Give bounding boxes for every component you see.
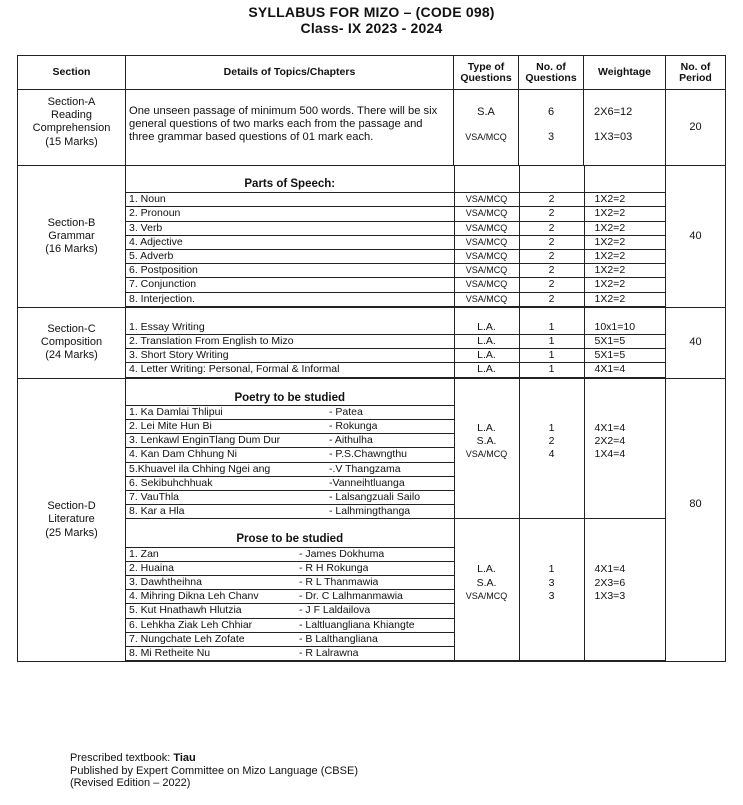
header-section: Section — [18, 56, 126, 90]
prose-title: 3. Dawhtheihna — [129, 576, 202, 589]
grammar-num: 2 — [519, 292, 584, 306]
grammar-item: 7. Conjunction — [126, 278, 454, 292]
header-weightage: Weightage — [584, 56, 666, 90]
composition-num: 1 — [519, 349, 584, 363]
grammar-item: 5. Adverb — [126, 250, 454, 264]
poetry-item — [126, 476, 454, 490]
grammar-type: VSA/MCQ — [454, 264, 519, 278]
prose-author: - R Lalrawna — [299, 647, 359, 660]
footer-publisher: Published by Expert Committee on Mizo Language (CBSE) — [70, 764, 358, 777]
poetry-group-title: Poetry to be studied — [126, 379, 454, 406]
prose-author: - Laltluangliana Khiangte — [299, 618, 415, 631]
prose-title: 8. Mi Retheite Nu — [129, 647, 211, 660]
composition-row — [126, 335, 666, 349]
syllabus-table — [17, 55, 726, 662]
grammar-num: 2 — [519, 193, 584, 207]
composition-type: L.A. — [454, 321, 519, 335]
grammar-row — [126, 193, 666, 207]
composition-type: L.A. — [454, 363, 519, 377]
grammar-type: VSA/MCQ — [454, 221, 519, 235]
section-c-periods: 40 — [666, 307, 726, 378]
poetry-author: - Lalhmingthanga — [329, 505, 411, 518]
grammar-group-title: Parts of Speech: — [126, 166, 454, 193]
grammar-type: VSA/MCQ — [454, 250, 519, 264]
document-title: SYLLABUS FOR MIZO – (CODE 098) — [248, 4, 495, 20]
poetry-item — [126, 448, 454, 462]
poetry-title-row — [126, 379, 666, 406]
grammar-weight: 1X2=2 — [584, 207, 666, 221]
grammar-item: 2. Pronoun — [126, 207, 454, 221]
table-header-row — [18, 56, 726, 90]
grammar-row — [126, 278, 666, 292]
literature-list — [126, 379, 666, 662]
prose-title: 1. Zan — [129, 547, 159, 560]
grammar-row — [126, 221, 666, 235]
prose-item — [126, 576, 454, 590]
poetry-types: L.A. S.A. VSA/MCQ — [454, 379, 519, 519]
composition-num: 1 — [519, 321, 584, 335]
prose-item — [126, 561, 454, 575]
prose-title: 5. Kut Hnathawh Hlutzia — [129, 604, 242, 617]
grammar-list — [126, 166, 666, 307]
prose-group-title: Prose to be studied — [126, 519, 454, 547]
poetry-title: 2. Lei Mite Hun Bi — [129, 420, 212, 433]
section-a-weights: 2X6=12 1X3=03 — [584, 90, 666, 166]
prose-author: - J F Laldailova — [299, 604, 371, 617]
header-no-questions: No. of Questions — [519, 56, 584, 90]
grammar-type: VSA/MCQ — [454, 193, 519, 207]
composition-item: 2. Translation From English to Mizo — [126, 335, 454, 349]
section-c-body — [126, 307, 666, 378]
grammar-num: 2 — [519, 278, 584, 292]
poetry-title: 1. Ka Damlai Thlipui — [129, 405, 223, 418]
section-a-types: S.A VSA/MCQ — [454, 90, 519, 166]
poetry-item — [126, 462, 454, 476]
grammar-item: 4. Adjective — [126, 235, 454, 249]
grammar-row — [126, 250, 666, 264]
poetry-nums: 1 2 4 — [519, 379, 584, 519]
header-type: Type of Questions — [454, 56, 519, 90]
prose-types: L.A. S.A. VSA/MCQ — [454, 519, 519, 661]
grammar-item: 3. Verb — [126, 221, 454, 235]
section-a-details: One unseen passage of minimum 500 words. There will be six general questions of two marks each from the passage and three grammar based questions of 01 mark each. — [126, 90, 454, 166]
composition-row — [126, 321, 666, 335]
composition-weight: 4X1=4 — [584, 363, 666, 377]
prose-item — [126, 604, 454, 618]
composition-weight: 10x1=10 — [584, 321, 666, 335]
grammar-item: 6. Postposition — [126, 264, 454, 278]
composition-list — [126, 308, 666, 378]
grammar-item: 8. Interjection. — [126, 292, 454, 306]
prose-author: - B Lalthangliana — [299, 632, 378, 645]
section-a-row — [18, 90, 726, 166]
prose-author: - R L Thanmawia — [299, 576, 379, 589]
prose-title: 7. Nungchate Leh Zofate — [129, 632, 245, 645]
poetry-title: 3. Lenkawl EnginTlang Dum Dur — [129, 434, 281, 447]
grammar-num: 2 — [519, 207, 584, 221]
poetry-author: - Aithulha — [329, 434, 373, 447]
grammar-type: VSA/MCQ — [454, 235, 519, 249]
grammar-row — [126, 292, 666, 306]
composition-item: 1. Essay Writing — [126, 321, 454, 335]
grammar-weight: 1X2=2 — [584, 264, 666, 278]
prose-title: 4. Mihring Dikna Leh Chanv — [129, 590, 259, 603]
section-a-periods: 20 — [666, 90, 726, 166]
grammar-weight: 1X2=2 — [584, 235, 666, 249]
composition-row — [126, 363, 666, 377]
poetry-item — [126, 405, 454, 419]
header-details: Details of Topics/Chapters — [126, 56, 454, 90]
prose-nums: 1 3 3 — [519, 519, 584, 661]
poetry-author: - Lalsangzuali Sailo — [329, 491, 421, 504]
poetry-weights: 4X1=4 2X2=4 1X4=4 — [584, 379, 666, 519]
grammar-type: VSA/MCQ — [454, 278, 519, 292]
section-b-body — [126, 166, 666, 308]
prose-item — [126, 647, 454, 661]
grammar-weight: 1X2=2 — [584, 250, 666, 264]
prose-item — [126, 618, 454, 632]
composition-item: 3. Short Story Writing — [126, 349, 454, 363]
poetry-item — [126, 434, 454, 448]
composition-num: 1 — [519, 335, 584, 349]
prose-item — [126, 632, 454, 646]
poetry-item — [126, 491, 454, 505]
section-b-name: Section-B Grammar (16 Marks) — [18, 166, 126, 308]
grammar-weight: 1X2=2 — [584, 278, 666, 292]
grammar-row — [126, 264, 666, 278]
composition-type: L.A. — [454, 335, 519, 349]
grammar-num: 2 — [519, 250, 584, 264]
composition-type: L.A. — [454, 349, 519, 363]
section-b-row — [18, 166, 726, 308]
footer-textbook-name: Tiau — [173, 752, 196, 764]
prose-title-row — [126, 519, 666, 547]
section-b-periods: 40 — [666, 166, 726, 308]
prose-author: - R H Rokunga — [299, 561, 369, 574]
poetry-title: 7. VauThla — [129, 491, 180, 504]
poetry-title: 4. Kan Dam Chhung Ni — [129, 448, 237, 461]
footer-edition: (Revised Edition – 2022) — [70, 777, 191, 789]
grammar-type: VSA/MCQ — [454, 292, 519, 306]
grammar-weight: 1X2=2 — [584, 221, 666, 235]
grammar-num: 2 — [519, 264, 584, 278]
poetry-author: - Patea — [329, 405, 363, 418]
section-c-name: Section-C Composition (24 Marks) — [18, 307, 126, 378]
poetry-author: -.V Thangzama — [329, 462, 401, 475]
section-c-row — [18, 307, 726, 378]
composition-row — [126, 349, 666, 363]
poetry-item — [126, 420, 454, 434]
grammar-type: VSA/MCQ — [454, 207, 519, 221]
poetry-title: 6. Sekibuhchhuak — [129, 476, 213, 489]
prose-author: - Dr. C Lalhmanmawia — [299, 590, 403, 603]
prose-title: 2. Huaina — [129, 561, 174, 574]
grammar-row — [126, 207, 666, 221]
section-d-name: Section-D Literature (25 Marks) — [18, 378, 126, 662]
grammar-row — [126, 235, 666, 249]
prose-author: - James Dokhuma — [299, 547, 385, 560]
grammar-num: 2 — [519, 221, 584, 235]
composition-item: 4. Letter Writing: Personal, Formal & Informal — [126, 363, 454, 377]
poetry-author: -Vanneihtluanga — [329, 476, 405, 489]
footer-textbook-label: Prescribed textbook: — [70, 752, 174, 764]
section-d-row — [18, 378, 726, 662]
composition-weight: 5X1=5 — [584, 349, 666, 363]
poetry-title: 8. Kar a Hla — [129, 505, 185, 518]
document-subtitle: Class- IX 2023 - 2024 — [300, 20, 443, 36]
grammar-num: 2 — [519, 235, 584, 249]
composition-weight: 5X1=5 — [584, 335, 666, 349]
section-d-periods: 80 — [666, 378, 726, 662]
section-d-body — [126, 378, 666, 662]
poetry-author: - P.S.Chawngthu — [329, 448, 408, 461]
poetry-title: 5.Khuavel ila Chhing Ngei ang — [129, 462, 271, 475]
prose-weights: 4X1=4 2X3=6 1X3=3 — [584, 519, 666, 661]
prose-item — [126, 590, 454, 604]
poetry-author: - Rokunga — [329, 420, 378, 433]
section-a-nums: 6 3 — [519, 90, 584, 166]
grammar-weight: 1X2=2 — [584, 292, 666, 306]
poetry-item — [126, 505, 454, 519]
header-periods: No. of Period — [666, 56, 726, 90]
grammar-weight: 1X2=2 — [584, 193, 666, 207]
grammar-item: 1. Noun — [126, 193, 454, 207]
prose-item — [126, 547, 454, 561]
composition-num: 1 — [519, 363, 584, 377]
prose-title: 6. Lehkha Ziak Leh Chhiar — [129, 618, 253, 631]
section-a-name: Section-A Reading Comprehension (15 Marks) — [18, 90, 126, 166]
footer-note — [70, 752, 358, 790]
